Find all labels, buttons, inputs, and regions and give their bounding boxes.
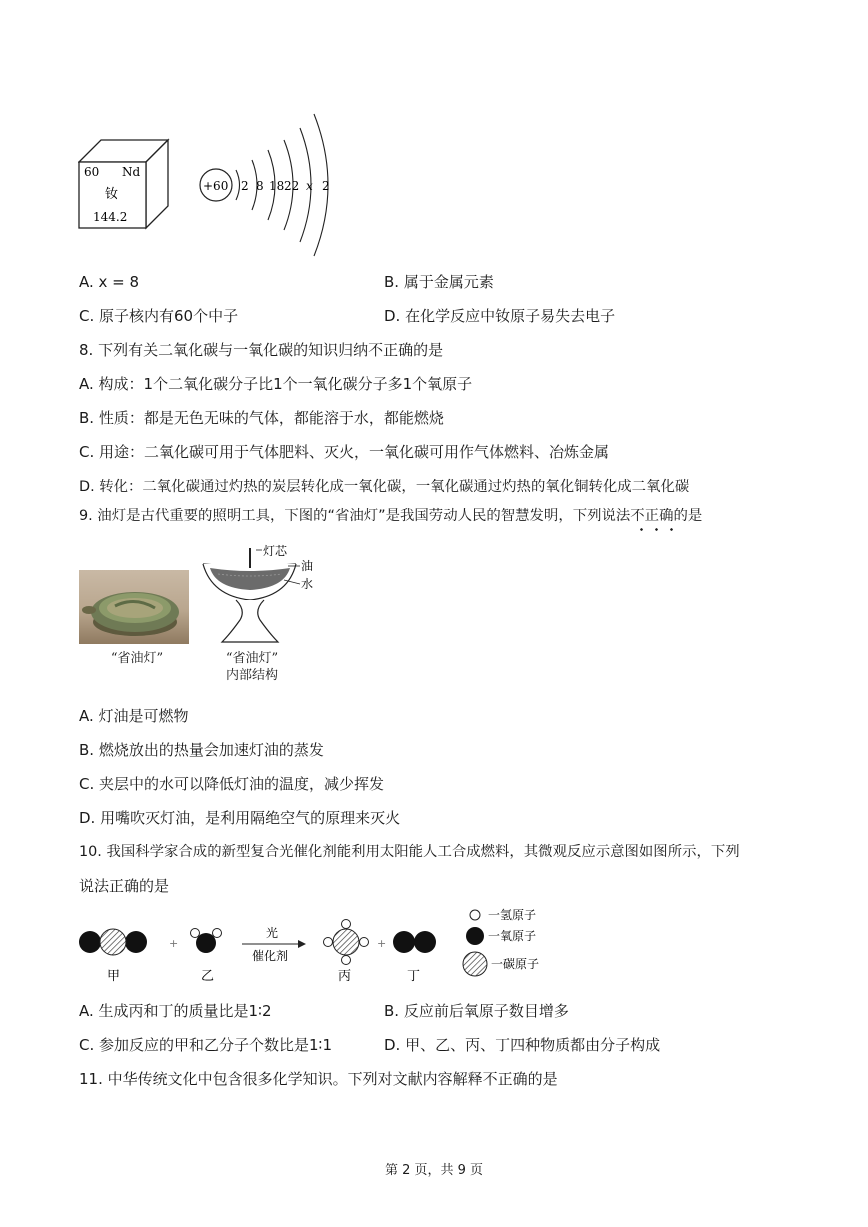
q9-stem <box>79 506 702 526</box>
shell-3-electrons: 18 <box>269 179 285 193</box>
q8-option-b: B. 性质：都是无色无味的气体，都能溶于水，都能燃烧 <box>79 409 444 427</box>
label-ding: 丁 <box>407 969 421 984</box>
condition-bottom: 催化剂 <box>252 949 289 963</box>
q9-option-a: A. 灯油是可燃物 <box>79 707 189 725</box>
nucleus-charge: +60 <box>203 179 229 193</box>
q10-stem-line-2: 说法正确的是 <box>79 877 170 895</box>
q9-option-b: B. 燃烧放出的热量会加速灯油的蒸发 <box>79 741 324 759</box>
shell-2-electrons: 8 <box>256 179 264 193</box>
q9-option-d: D. 用嘴吹灭灯油，是利用隔绝空气的原理来灭火 <box>79 809 401 827</box>
molecule-jia <box>79 929 147 955</box>
label-oil: 油 <box>301 559 314 573</box>
q7-option-c: C. 原子核内有60个中子 <box>79 307 239 325</box>
legend-hydrogen: 一氢原子 <box>488 908 537 922</box>
q11-stem: 11. 中华传统文化中包含很多化学知识。下列对文献内容解释不正确的是 <box>79 1070 558 1088</box>
plus-2: + <box>377 937 387 950</box>
shell-1-electrons: 2 <box>241 179 249 193</box>
molecule-yi <box>191 929 222 954</box>
q8-stem: 8. 下列有关二氧化碳与一氧化碳的知识归纳不正确的是 <box>79 341 444 359</box>
q10-option-d: D. 甲、乙、丙、丁四种物质都由分子构成 <box>384 1036 661 1054</box>
element-name: 钕 <box>105 187 119 202</box>
q7-option-b: B. 属于金属元素 <box>384 273 494 291</box>
diagram-caption-1: “省油灯” <box>225 651 279 666</box>
legend-carbon: 一碳原子 <box>491 957 540 971</box>
q9-stem-emphasis: 不正确 <box>630 508 674 524</box>
shell-6-electrons: 2 <box>322 179 330 193</box>
molecule-bing <box>324 920 369 965</box>
q7-option-a: A. x = 8 <box>79 273 140 291</box>
element-cube-figure <box>78 138 170 230</box>
molecule-ding <box>393 931 436 953</box>
label-yi: 乙 <box>201 969 215 984</box>
diagram-caption-2: 内部结构 <box>225 668 278 683</box>
page-footer: 第 2 页，共 9 页 <box>384 1163 484 1178</box>
label-water: 水 <box>301 577 314 591</box>
atom-structure-diagram <box>196 108 336 258</box>
q9-stem-before: 9. 油灯是古代重要的照明工具，下图的“省油灯”是我国劳动人民的智慧发明，下列说法 <box>79 508 631 524</box>
legend <box>463 908 539 976</box>
label-wick: 灯芯 <box>263 544 288 558</box>
q8-option-d: D. 转化：二氧化碳通过灼热的炭层转化成一氧化碳，一氧化碳通过灼热的氧化铜转化成二氧化碳 <box>79 479 690 495</box>
q9-option-c: C. 夹层中的水可以降低灯油的温度，减少挥发 <box>79 775 385 793</box>
element-symbol: Nd <box>122 165 141 179</box>
legend-oxygen: 一氧原子 <box>488 929 537 943</box>
q10-option-b: B. 反应前后氧原子数目增多 <box>384 1002 569 1020</box>
q10-option-c: C. 参加反应的甲和乙分子个数比是1∶1 <box>79 1036 333 1054</box>
element-number: 60 <box>84 165 100 179</box>
condition-top: 光 <box>266 926 279 940</box>
label-bing: 丙 <box>338 969 352 984</box>
q8-option-a: A. 构成：1个二氧化碳分子比1个一氧化碳分子多1个氧原子 <box>79 375 473 393</box>
q7-option-d: D. 在化学反应中钕原子易失去电子 <box>384 307 616 325</box>
q10-stem-line-1: 10. 我国科学家合成的新型复合光催化剂能利用太阳能人工合成燃料，其微观反应示意图如图所示，下列 <box>79 844 740 860</box>
q9-stem-after: 的是 <box>673 508 703 524</box>
oil-lamp-structure-diagram <box>200 544 330 650</box>
q8-option-c: C. 用途：二氧化碳可用于气体肥料、灭火，一氧化碳可用作气体燃料、冶炼金属 <box>79 443 610 461</box>
q10-option-a: A. 生成丙和丁的质量比是1∶2 <box>79 1002 272 1020</box>
oil-lamp-photo <box>79 570 189 644</box>
reaction-diagram <box>76 900 576 992</box>
element-mass: 144.2 <box>93 210 128 224</box>
photo-caption: “省油灯” <box>110 651 164 666</box>
plus-1: + <box>169 937 179 950</box>
shell-5-electrons: x <box>306 179 313 193</box>
label-jia: 甲 <box>107 969 121 984</box>
shell-4-electrons: 22 <box>284 179 300 193</box>
